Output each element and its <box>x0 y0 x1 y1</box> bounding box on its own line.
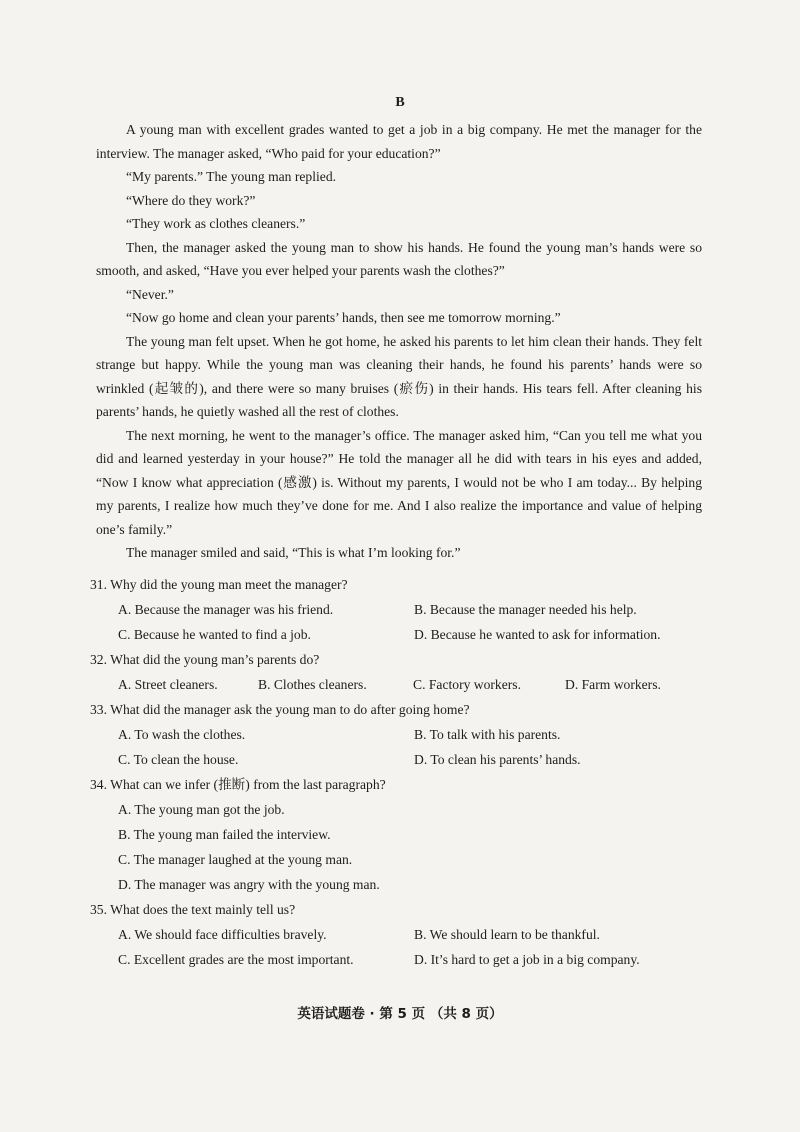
option-a: A. To wash the clothes. <box>118 727 246 742</box>
question-list <box>90 572 702 972</box>
question-33 <box>90 697 702 772</box>
question-stem: 33. What did the manager ask the young man to do after going home? <box>90 702 470 717</box>
option-a: A. Street cleaners. <box>118 677 218 692</box>
question-32 <box>90 647 702 697</box>
option-d: D. Because he wanted to ask for information. <box>414 627 661 642</box>
page-footer: 英语试题卷 · 第 5 页 （共 8 页） <box>297 1006 503 1022</box>
option-b: B. The young man failed the interview. <box>118 827 331 842</box>
paragraph: “Never.” <box>126 286 174 302</box>
option-group <box>90 922 702 972</box>
option-b: B. We should learn to be thankful. <box>414 927 600 942</box>
question-stem: 32. What did the young man’s parents do? <box>90 652 320 667</box>
option-c: C. Factory workers. <box>413 677 521 692</box>
option-d: D. To clean his parents’ hands. <box>414 752 581 767</box>
option-a: A. Because the manager was his friend. <box>118 602 334 617</box>
option-d: D. Farm workers. <box>565 677 661 692</box>
option-c: C. The manager laughed at the young man. <box>118 852 353 867</box>
option-group <box>90 797 702 897</box>
paragraph: Then, the manager asked the young man to show his hands. He found the young man’s hands were so smooth, and asked, “Have you ever helped your parents wash the clothes?” <box>96 239 702 278</box>
reading-passage <box>96 118 702 565</box>
section-label: B <box>395 95 405 110</box>
option-group <box>90 597 702 647</box>
paragraph: The next morning, he went to the manager’s office. The manager asked him, “Can you tell me what you did and learned yesterday in your house?” He told the manager all he did with tears in his eyes and added, “Now I know what appreciation (感激) is. Without my parents, I would not be who I am today... By helping my parents, I realize how much they’ve done for me. And I also realize the importance and value of helping one’s family.” <box>96 427 702 537</box>
paragraph: The manager smiled and said, “This is what I’m looking for.” <box>126 545 461 560</box>
question-stem: 35. What does the text mainly tell us? <box>90 902 296 917</box>
paragraph: “They work as clothes cleaners.” <box>126 216 306 231</box>
option-c: C. Excellent grades are the most important. <box>118 952 354 967</box>
option-d: D. The manager was angry with the young man. <box>118 877 380 892</box>
paragraph: A young man with excellent grades wanted to get a job in a big company. He met the manager for the interview. The manager asked, “Who paid for your education?” <box>96 122 702 161</box>
question-34 <box>90 772 702 897</box>
question-stem: 31. Why did the young man meet the manager? <box>90 577 348 592</box>
option-group <box>90 672 702 697</box>
question-35 <box>90 897 702 972</box>
paragraph: “My parents.” The young man replied. <box>126 169 337 184</box>
option-group <box>90 722 702 772</box>
paragraph: “Where do they work?” <box>126 192 256 208</box>
option-b: B. Clothes cleaners. <box>258 677 367 692</box>
option-b: B. To talk with his parents. <box>414 727 561 742</box>
option-c: C. To clean the house. <box>118 752 239 767</box>
question-stem: 34. What can we infer (推断) from the last paragraph? <box>90 777 386 792</box>
option-d: D. It’s hard to get a job in a big company. <box>414 952 640 967</box>
paragraph: The young man felt upset. When he got home, he asked his parents to let him clean their hands. They felt strange but happy. While the young man was cleaning their hands, he found his parents’ hands were so wrinkled (起皱的), and there were so many bruises (瘀伤) in their hands. His tears fell. After cleaning his parents’ hands, he quietly washed all the rest of clothes. <box>96 333 702 419</box>
paragraph: “Now go home and clean your parents’ hands, then see me tomorrow morning.” <box>126 310 561 325</box>
question-31 <box>90 572 702 647</box>
option-a: A. The young man got the job. <box>118 802 285 817</box>
option-a: A. We should face difficulties bravely. <box>118 927 327 942</box>
option-c: C. Because he wanted to find a job. <box>118 627 311 642</box>
option-b: B. Because the manager needed his help. <box>414 602 637 617</box>
